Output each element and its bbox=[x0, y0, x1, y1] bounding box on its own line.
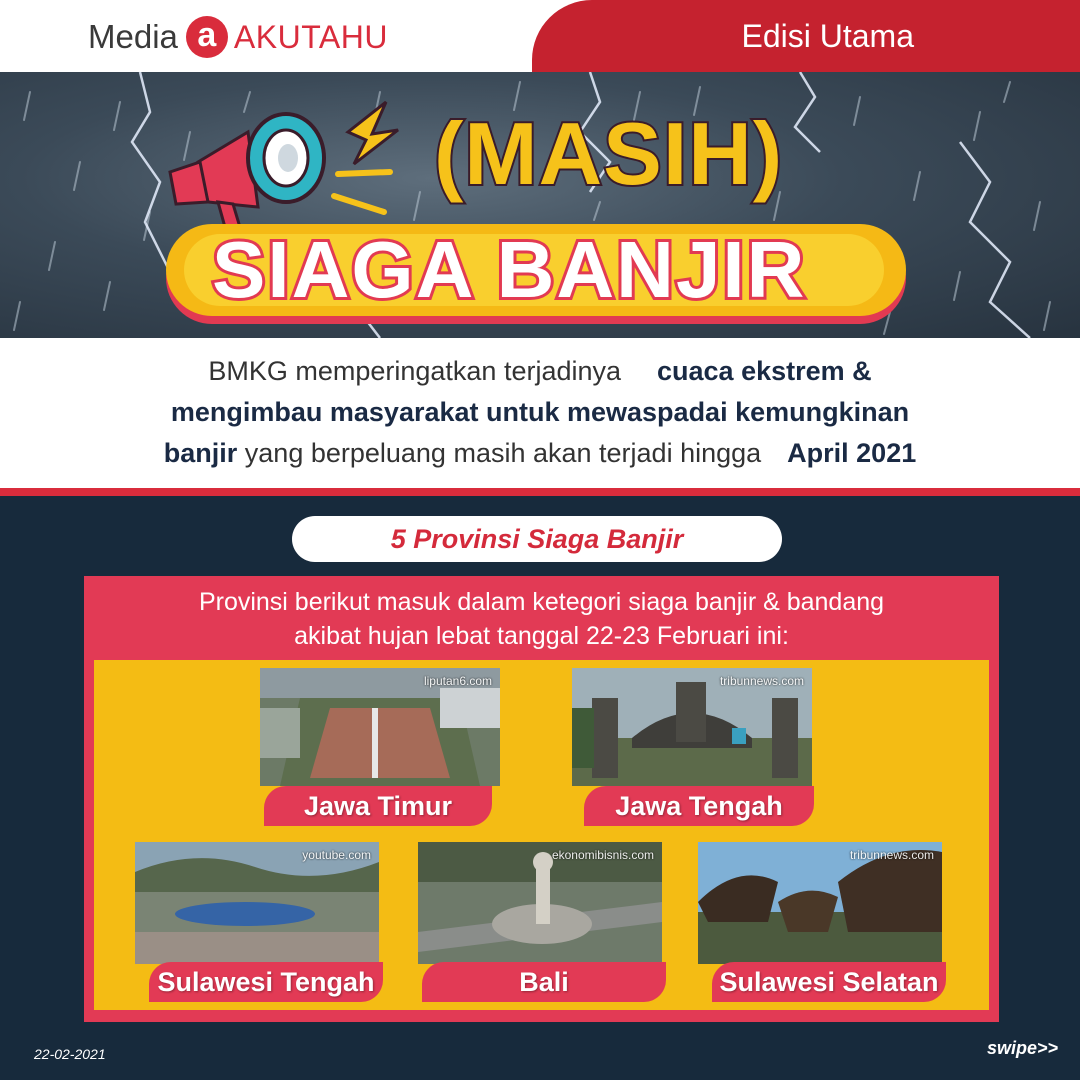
brand-prefix: Media bbox=[88, 18, 178, 55]
provinces-grid bbox=[94, 660, 989, 1010]
province-card-bali bbox=[418, 842, 668, 1002]
brand-name: AKUTAHU bbox=[233, 18, 388, 55]
provinces-section bbox=[0, 496, 1080, 1080]
hero-title-line2: SIAGA BANJIR bbox=[212, 225, 807, 314]
intro-line1-normal: BMKG memperingatkan terjadinya bbox=[208, 356, 622, 386]
divider-line bbox=[0, 488, 1080, 496]
province-label: Bali bbox=[422, 962, 666, 1002]
section-desc-line2: akibat hujan lebat tanggal 22-23 Februari ini: bbox=[294, 622, 789, 650]
intro-line1-bold: cuaca ekstrem & bbox=[657, 356, 872, 386]
intro-line-1 bbox=[0, 356, 1080, 387]
province-label: Sulawesi Selatan bbox=[712, 962, 946, 1002]
intro-line3-normal: yang berpeluang masih akan terjadi hingga bbox=[244, 438, 762, 468]
province-photo-bali bbox=[418, 842, 662, 964]
photo-credit: tribunnews.com bbox=[849, 848, 934, 862]
province-card-jawa-tengah bbox=[572, 668, 817, 828]
photo-credit: tribunnews.com bbox=[719, 674, 804, 688]
province-photo-sulawesi-selatan bbox=[698, 842, 942, 964]
province-card-sulawesi-selatan bbox=[698, 842, 948, 1002]
edition-badge: Edisi Utama bbox=[532, 0, 1080, 72]
province-label: Jawa Tengah bbox=[584, 786, 814, 826]
top-bar bbox=[0, 0, 1080, 72]
photo-credit: youtube.com bbox=[302, 848, 371, 862]
province-photo-jawa-timur bbox=[260, 668, 500, 786]
intro-line2-bold: mengimbau masyarakat untuk mewaspadai kemungkinan bbox=[170, 397, 910, 427]
hero-title-line1: (MASIH) bbox=[434, 104, 784, 203]
section-desc-line1: Provinsi berikut masuk dalam ketegori siaga banjir & bandang bbox=[198, 588, 885, 616]
intro-line3-bold-end: April 2021 bbox=[787, 438, 917, 468]
swipe-hint[interactable]: swipe>> bbox=[986, 1038, 1058, 1058]
province-photo-sulawesi-tengah bbox=[135, 842, 379, 964]
hero-banner bbox=[0, 72, 1080, 338]
provinces-panel bbox=[84, 576, 999, 1022]
intro-line-3 bbox=[0, 438, 1080, 469]
brand-logo bbox=[88, 14, 388, 60]
province-label: Jawa Timur bbox=[264, 786, 492, 826]
province-card-jawa-timur bbox=[260, 668, 500, 828]
section-title: 5 Provinsi Siaga Banjir bbox=[292, 516, 782, 562]
intro-line-2 bbox=[0, 397, 1080, 428]
photo-credit: liputan6.com bbox=[423, 674, 492, 688]
intro-text-block bbox=[0, 338, 1080, 488]
publish-date: 22-02-2021 bbox=[34, 1046, 106, 1062]
province-label: Sulawesi Tengah bbox=[149, 962, 383, 1002]
province-photo-jawa-tengah bbox=[572, 668, 812, 786]
photo-credit: ekonomibisnis.com bbox=[551, 848, 654, 862]
intro-line3-bold-start: banjir bbox=[163, 438, 238, 468]
province-card-sulawesi-tengah bbox=[135, 842, 385, 1002]
brand-logo-icon: a bbox=[186, 16, 228, 58]
